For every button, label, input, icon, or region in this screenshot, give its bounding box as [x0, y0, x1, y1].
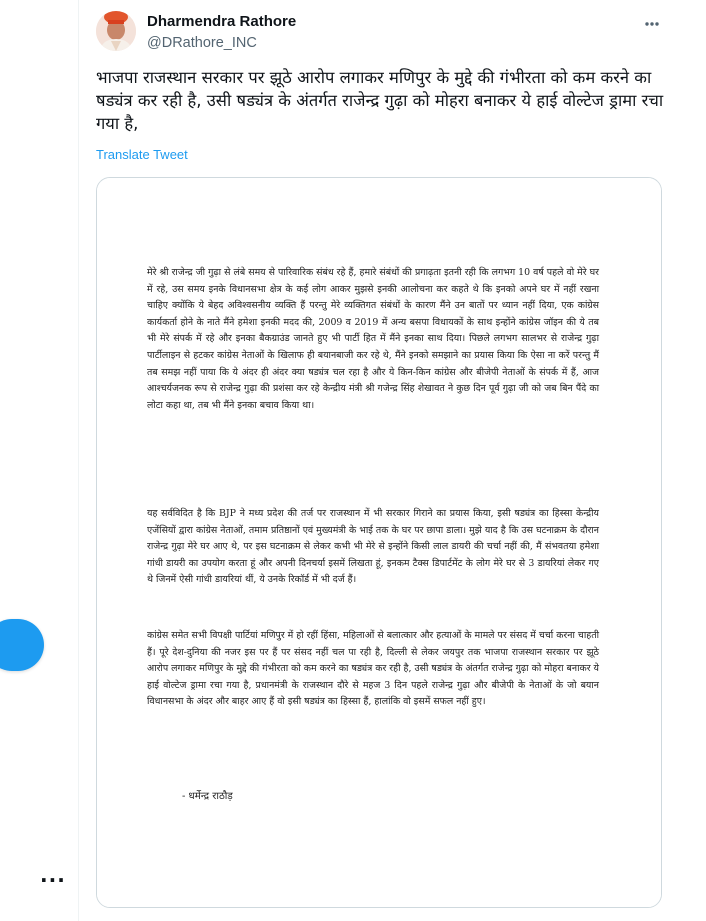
- document-paragraph-1: मेरे श्री राजेन्द्र जी गुढ़ा से लंबे समय से पारिवारिक संबंध रहे हैं, हमारे संबंधों की प्रगाढ़ता इतनी रही कि लगभग 10 वर्ष पहले वो मेरे घर में रहे, उस समय इनके विधानसभा क्षेत्र के कई लोग आकर मुझसे इनकी आलोचना कर कहते थे कि इनको अपने घर में नहीं रखना चाहिए क्योंकि ये बेहद अविश्वसनीय व्यक्ति हैं परन्तु मेरे व्यक्तिगत संबंधों के कारण मैंने उन बातों पर ध्यान नहीं दिया, एक कांग्रेस कार्यकर्ता होने के नाते मैंने हमेशा इनकी मदद की, 2009 व 2019 में अन्य बसपा विधायकों के साथ इन्होंने कांग्रेस जॉइन की ये तब भी मेरे संपर्क में रहे और इनका बैकग्राउंड जानते हुए भी पार्टी हित में मैंने इनका साथ दिया। पिछले लगभग सालभर से राजेन्द्र गुढ़ा पार्टीलाइन से हटकर कांग्रेस नेताओं के खिलाफ ही बयानबाजी कर रहे थे, मैंने इनको समझाने का प्रयास किया कि ऐसा ना करें परन्तु मैं तब समझ नहीं पाया कि ये अंदर ही अंदर क्या षड्यंत्र चल रहा है और ये किन-किन कांग्रेस और बीजेपी नेताओं के संपर्क में हैं, आज आश्चर्यजनक रूप से राजेन्द्र गुढ़ा की प्रशंसा कर रहे केन्द्रीय मंत्री श्री गजेन्द्र सिंह शेखावत ने कुछ दिन पूर्व गुढ़ा जी को जब बिन पैंदे का लोटा कहा था, तब भी मैंने इनका बचाव किया था।: [147, 267, 599, 411]
- more-dots-icon[interactable]: ···: [40, 868, 66, 892]
- author-handle[interactable]: @DRathore_INC: [147, 35, 257, 51]
- avatar[interactable]: [96, 11, 136, 51]
- avatar-image: [96, 11, 136, 51]
- document-paragraph-3: कांग्रेस समेत सभी विपक्षी पार्टियां मणिपुर में हो रहीं हिंसा, महिलाओं से बलात्कार और हत्याओं के मामले पर संसद में चर्चा करना चाहती हैं। पूरे देश-दुनिया की नजर इस पर हैं पर संसद नहीं चल पा रही है, दिल्ली से लेकर जयपुर तक भाजपा राजस्थान सरकार पर झूठे आरोप लगाकर मणिपुर के मुद्दे की गंभीरता को कम करने का षड्यंत्र कर रही है, उसी षड्यंत्र के अंतर्गत राजेन्द्र गुढ़ा को मोहरा बनाकर ये हाई वोल्टेज ड्रामा रचा गया है, प्रधानमंत्री के राजस्थान दौरे से महज 3 दिन पहले राजेन्द्र गुढ़ा और बीजेपी के नेताओं के जो बयान विधानसभा के अंदर और बाहर आए हैं वो इसी षड्यंत्र का हिस्सा हैं, हालांकि वो इसमें सफल नहीं हुए।: [147, 630, 599, 708]
- tweet-image-card[interactable]: [96, 177, 662, 908]
- compose-tweet-button[interactable]: [0, 619, 44, 671]
- translate-tweet-link[interactable]: Translate Tweet: [96, 147, 188, 162]
- chevron-down-icon[interactable]: [639, 13, 665, 35]
- document-paragraph-2: यह सर्वविदित है कि BJP ने मध्य प्रदेश की तर्ज पर राजस्थान में भी सरकार गिराने का प्रयास किया, इसी षड्यंत्र का हिस्सा केन्द्रीय एजेंसियों द्वारा कांग्रेस नेताओं, तमाम प्रतिष्ठानों एवं मुख्यमंत्री के भाई तक के घर पर छापा डाला। मुझे याद है कि उस घटनाक्रम के दौरान राजेन्द्र गुढ़ा मेरे घर आए थे, पर इस घटनाक्रम से लेकर कभी भी मेरे से इन्होंने किसी लाल डायरी की चर्चा नहीं की, मैं संभवतया हमेशा गांधी डायरी का उपयोग करता हूं और अपनी दिनचर्या इसमें लिखता हूं, इनकम टैक्स डिपार्टमेंट के लोग मेरे घर से 3 डायरियां लेकर गए थे जिनमें ऐसी गांधी डायरियां थीं, ये उनके रिकॉर्ड में भी दर्ज हैं।: [147, 508, 599, 586]
- tweet: [79, 0, 706, 921]
- tweet-text: भाजपा राजस्थान सरकार पर झूठे आरोप लगाकर मणिपुर के मुद्दे की गंभीरता को कम करने का षड्यंत्र कर रही है, उसी षड्यंत्र के अंतर्गत राजेन्द्र गुढ़ा को मोहरा बनाकर ये हाई वोल्टेज ड्रामा रचा गया है,: [96, 68, 664, 133]
- author-name[interactable]: Dharmendra Rathore: [147, 13, 297, 30]
- left-navigation-rail: [0, 0, 79, 921]
- document-image: [97, 178, 661, 907]
- document-signature: - धर्मेन्द्र राठौड़: [182, 791, 233, 802]
